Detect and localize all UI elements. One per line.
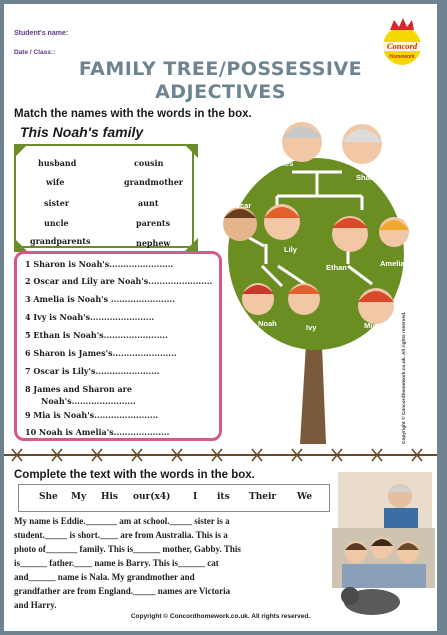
worksheet [4, 4, 437, 631]
tree-name-ethan: Ethan [326, 263, 347, 272]
sentence-4: 4 Ivy is Noah's....................... [25, 312, 155, 322]
sentence-3: 3 Amelia is Noah's ....................... [25, 294, 175, 304]
word2-my: My [71, 492, 87, 502]
tree-name-james: James [270, 159, 294, 168]
word2-its: its [217, 492, 230, 502]
part1-instruction: Match the names with the words in the box. [14, 108, 252, 120]
page-title-line2: ADJECTIVES [155, 81, 286, 103]
word-aunt: aunt [138, 198, 159, 208]
family-photo [332, 472, 435, 617]
paragraph-line-5: and______ name is Nala. My grandmother and [14, 572, 195, 582]
paragraph-line-7: and Harry. [14, 600, 57, 610]
word2-we: We [297, 492, 313, 502]
tree-name-sharon: Sharon [356, 173, 382, 182]
tree-name-noah: Noah [258, 319, 277, 328]
tree-name-ivy: Ivy [306, 323, 317, 332]
page-title-line1: FAMILY TREE/POSSESSIVE [78, 58, 363, 80]
part2-instruction: Complete the text with the words in the box. [14, 469, 255, 481]
date-class-label: Date / Class:: [14, 49, 56, 56]
paragraph-line-6: grandfather are from England._____ names are Victoria [14, 586, 231, 596]
part1-subtitle: This Noah's family [20, 124, 144, 140]
paragraph-line-4: is______ father.____ name is Barry. This is______ cat [14, 558, 219, 568]
sentence-8: 8 James and Sharon are [25, 384, 132, 394]
word-sister: sister [44, 198, 70, 208]
tree-name-amelia: Amelia [380, 259, 405, 268]
word2-his: His [101, 492, 118, 502]
logo-subtext: Homework [389, 54, 415, 60]
sentence-5: 5 Ethan is Noah's....................... [25, 330, 168, 340]
word-parents: parents [136, 218, 171, 228]
word2-our: our(x4) [133, 492, 171, 502]
sentence-2: 2 Oscar and Lily are Noah's....................... [25, 276, 213, 286]
word2-she: She [39, 492, 58, 502]
exercise-box [14, 251, 222, 441]
footer-copyright: Copyright © Concordhomework.co.uk. All rights reserved. [130, 613, 311, 620]
sentence-6: 6 Sharon is James's....................... [25, 348, 177, 358]
sentence-7: 7 Oscar is Lily's....................... [25, 366, 160, 376]
tree-name-mia: Mia [364, 321, 377, 330]
sentence-9: 9 Mia is Noah's....................... [25, 410, 159, 420]
sentence-1: 1 Sharon is Noah's....................... [25, 259, 174, 269]
decorative-divider [4, 447, 437, 463]
tree-name-lily: Lily [284, 245, 297, 254]
word-box-2 [18, 484, 330, 512]
student-name-label: Student's name: [14, 30, 69, 37]
word-cousin: cousin [134, 158, 164, 168]
paragraph-line-1: My name is Eddie._______ am at school._____ sister is a [14, 516, 230, 526]
word-box [14, 144, 194, 248]
word2-i: I [193, 492, 198, 502]
word-nephew: nephew [136, 238, 171, 248]
sentence-10: 10 Noah is Amelia's.................... [25, 427, 170, 437]
sentence-8-cont: Noah's....................... [41, 396, 136, 406]
word-husband: husband [38, 158, 77, 168]
family-tree-illustration [222, 114, 412, 444]
tree-name-oscar: Oscar [230, 201, 252, 210]
word-wife: wife [46, 177, 65, 187]
logo-text: Concord [386, 41, 418, 51]
paragraph-line-2: student._____ is short.____ are from Australia. This is a [14, 530, 228, 540]
word-uncle: uncle [44, 218, 69, 228]
word-grandmother: grandmother [124, 177, 184, 187]
paragraph-line-3: photo of_______ family. This is______ mother, Gabby. This [14, 544, 241, 554]
word-grandparents: grandparents [30, 236, 91, 246]
side-copyright: Copyright © Concordhomework.co.uk. All rights reserved. [402, 311, 407, 444]
word2-their: Their [249, 492, 277, 502]
